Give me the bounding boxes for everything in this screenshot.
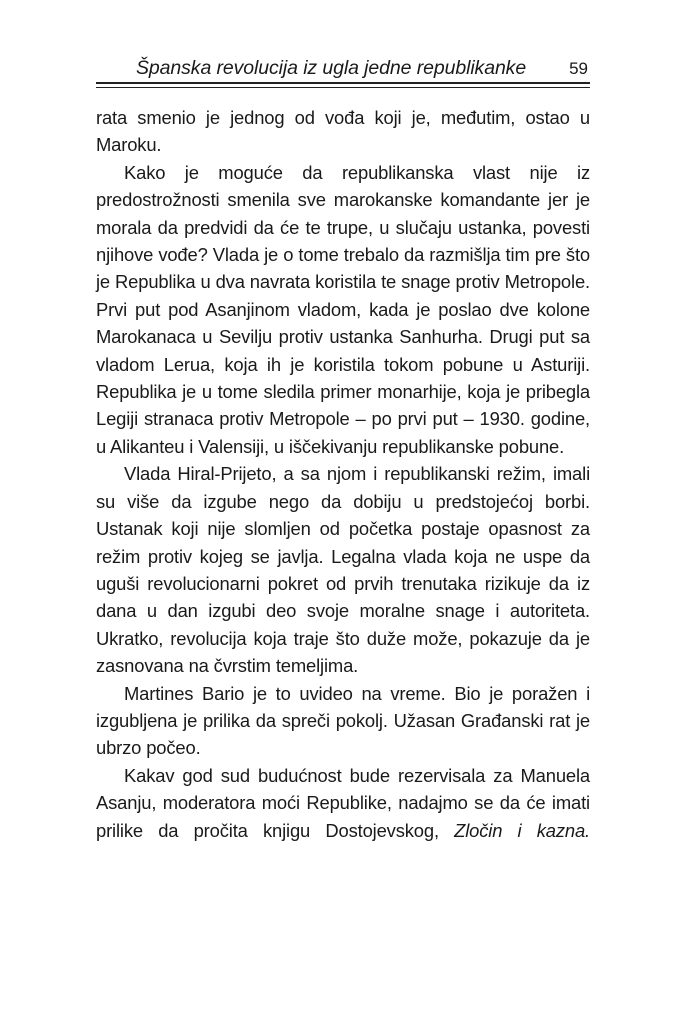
running-header bbox=[96, 56, 590, 80]
paragraph-final-text: Kakav god sud budućnost bude rezervisala za Manuela Asanju, moderatora moći Republike, nadajmo se da će imati prilike da pročita knjigu Dostojevskog, bbox=[96, 764, 590, 841]
book-title-reference: Zločin i kazna. bbox=[454, 819, 590, 841]
paragraph-continued: rata smenio je jednog od vođa koji je, međutim, ostao u Maroku. bbox=[96, 107, 590, 156]
body-text bbox=[96, 104, 590, 844]
page-number: 59 bbox=[569, 59, 588, 78]
header-rule-thin bbox=[96, 87, 590, 88]
header-rule-thick bbox=[96, 82, 590, 84]
running-header-title: Španska revolucija iz ugla jedne republikanke bbox=[136, 57, 527, 79]
paragraph: Kako je moguće da republikanska vlast nije iz predostrožnosti smenila sve marokanske komandante jer je morala da predvidi da će te trupe, u slučaju ustanka, povesti njihove vođe? Vlada je o tome trebalo da razmišlja tim pre što je Republika u dva navrata koristila te snage protiv Metropole. Prvi put pod Asanjinom vladom, kada je poslao dve kolone Marokanaca u Sevilju protiv ustanka Sanhurha. Drugi put sa vladom Lerua, koja ih je koristila tokom pobune u Asturiji. Republika je u tome sledila primer monarhije, koja je pribegla Legiji stranaca protiv Metropole – po prvi put – 1930. godine, u Alikanteu i Valensiji, u iščekivanju republikanske pobune. bbox=[96, 161, 590, 457]
paragraph: Martines Bario je to uvideo na vreme. Bio je poražen i izgubljena je prilika da spreči pokolj. Užasan Građanski rat je ubrzo počeo. bbox=[96, 682, 590, 759]
paragraph: Vlada Hiral-Prijeto, a sa njom i republikanski režim, imali su više da izgube nego da dobiju u predstojećoj borbi. Ustanak koji nije slomljen od početka postaje opasnost za režim protiv kojeg se javlja. Legalna vlada koja ne uspe da uguši revolucionarni pokret od prvih trenutaka rizikuje da iz dana u dan izgubi deo svoje moralne snage i autoriteta. Ukratko, revolucija koja traje što duže može, pokazuje da je zasnovana na čvrstim temeljima. bbox=[96, 463, 590, 677]
paragraph-final bbox=[96, 762, 590, 844]
